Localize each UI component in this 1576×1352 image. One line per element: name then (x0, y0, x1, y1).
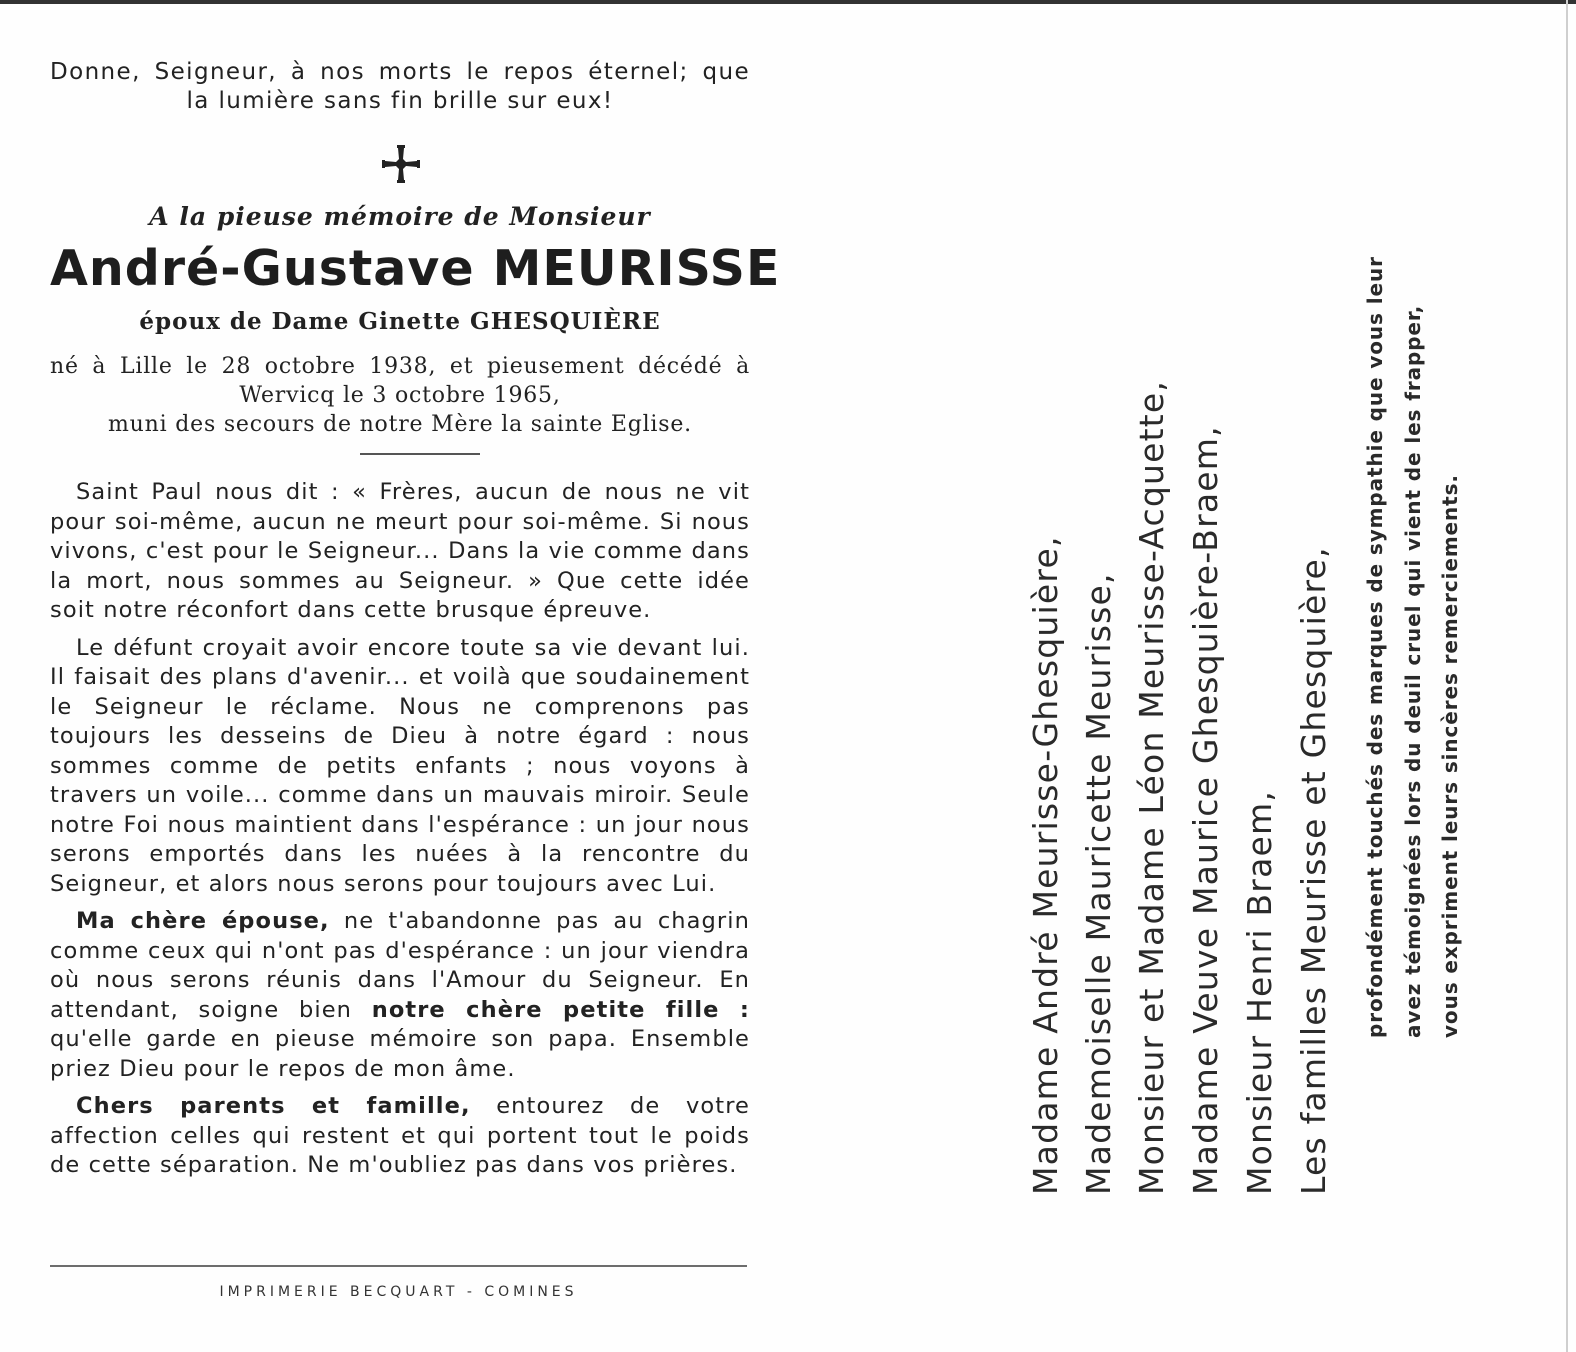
family-line: Monsieur Henri Braem, (1240, 789, 1279, 1195)
thanks-line: avez témoignées lors du deuil cruel qui vient de les frapper, (1401, 304, 1425, 1038)
top-edge-rule (0, 0, 1576, 4)
family-line: Les familles Meurisse et Ghesquière, (1294, 546, 1333, 1195)
text-epouse-1: ne t'abandonne pas au chagrin comme ceux qui n'ont pas d'espérance : un jour viendra où nous serons réunis dans l'Amour du Seigneur. En attendant, soigne bien (50, 908, 750, 1023)
birth-death-details (50, 352, 750, 439)
cross-pattee-icon (379, 142, 423, 186)
thanks-line: profondément touchés des marques de sympathie que vous leur (1363, 256, 1387, 1038)
paragraph-saint-paul: Saint Paul nous dit : « Frères, aucun de nous ne vit pour soi-même, aucun ne meurt pour soi-même. Si nous vivons, c'est pour le Seigneur... Dans la vie comme dans la mort, nous sommes au Seigneur. » Que cette idée soit notre réconfort dans cette brusque épreuve. (50, 479, 750, 623)
prayer-line-2: la lumière sans fin brille sur eux! (186, 88, 614, 114)
paragraph-defunt: Le défunt croyait avoir encore toute sa vie devant lui. Il faisait des plans d'avenir... et voilà que soudainement le Seigneur le réclame. Nous ne comprenons pas toujours les desseins de Dieu à notre égard : nous sommes comme de petits enfants ; nous voyons à travers un voile... comme dans un mauvais miroir. Seule notre Foi nous maintient dans l'espérance : un jour nous serons emportés dans les nuées à la rencontre du Seigneur, et alors nous serons pour toujours avec Lui. (50, 634, 750, 897)
left-panel (50, 58, 781, 1300)
body-text (50, 478, 750, 1189)
family-line: Madame André Meurisse-Ghesquière, (1026, 535, 1065, 1195)
birth-line-1: né à Lille le 28 octobre 1938, et pieusement décédé à (50, 354, 750, 379)
birth-line-3: muni des secours de notre Mère la sainte Eglise. (108, 412, 692, 437)
paragraph-parents (50, 1092, 750, 1181)
birth-line-2: Wervicq le 3 octobre 1965, (239, 383, 561, 408)
family-line: Mademoiselle Mauricette Meurisse, (1079, 572, 1118, 1195)
text-epouse-2: qu'elle garde en pieuse mémoire son papa. Ensemble priez Dieu pour le repos de mon âme. (50, 1026, 750, 1082)
family-line: Madame Veuve Maurice Ghesquière-Braem, (1186, 425, 1225, 1195)
bold-epouse: Ma chère épouse, (76, 908, 330, 934)
memory-heading: A la pieuse mémoire de Monsieur (149, 202, 651, 231)
bold-parents: Chers parents et famille, (76, 1093, 471, 1119)
deceased-name: André-Gustave MEURISSE (50, 240, 781, 297)
card-fold-edge (1566, 0, 1568, 1352)
paragraph-epouse (50, 907, 750, 1084)
printer-imprint: IMPRIMERIE BECQUART - COMINES (219, 1284, 578, 1300)
separator-bottom (50, 1265, 747, 1267)
thanks-line: vous expriment leurs sincères remerciements. (1438, 474, 1462, 1038)
spouse-line: époux de Dame Ginette GHESQUIÈRE (139, 308, 661, 335)
prayer-line-1: Donne, Seigneur, à nos morts le repos éternel; que (50, 59, 750, 85)
bold-petite-fille: notre chère petite fille : (371, 996, 751, 1023)
opening-prayer (50, 58, 750, 116)
family-line: Monsieur et Madame Léon Meurisse-Acquette, (1132, 379, 1171, 1195)
text-parents: entourez de votre affection celles qui restent et qui portent tout le poids de cette séparation. Ne m'oubliez pas dans vos prières. (50, 1093, 750, 1178)
separator-short (360, 453, 480, 455)
